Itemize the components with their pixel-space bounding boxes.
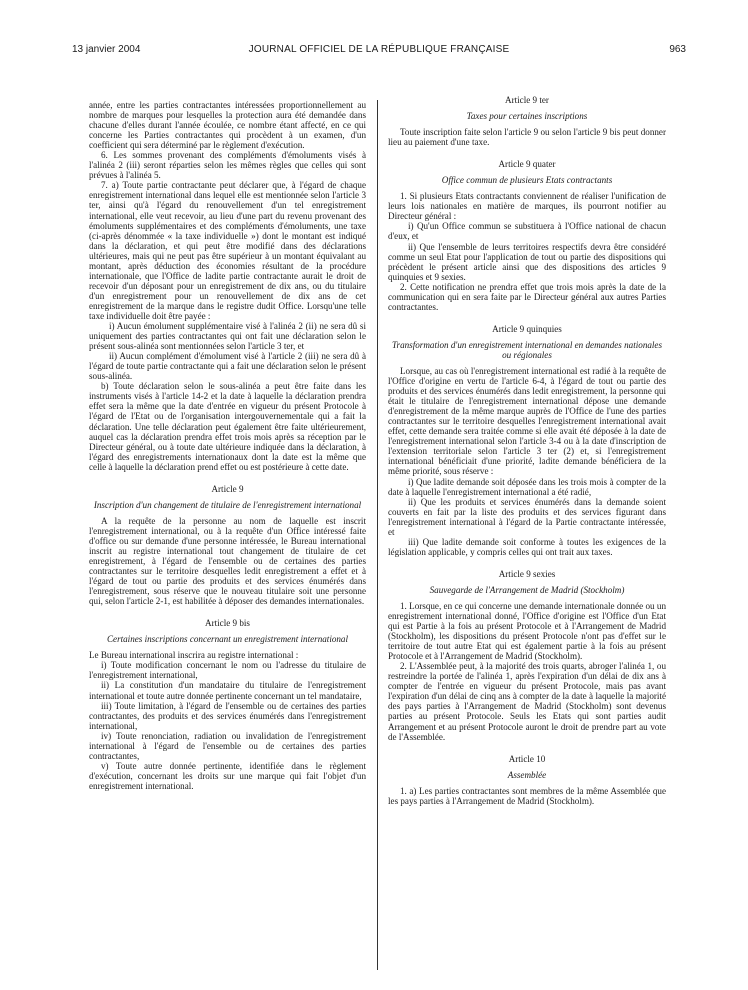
list-item: i) Que ladite demande soit déposée dans les trois mois à compter de la date à laquelle l'enregistrement international a été radié, (388, 476, 666, 497)
list-item: ii) La constitution d'un mandataire du titulaire de l'enregistrement international et toute autre donnée pertinente concernant un tel mandataire, (89, 680, 366, 701)
list-item: iii) Que ladite demande soit conforme à toutes les exigences de la législation applicable, y compris celles qui ont trait aux taxes. (388, 536, 666, 557)
article-heading: Article 10 (508, 753, 546, 764)
page-header (72, 44, 686, 58)
article-heading: Article 9 bis (205, 618, 250, 629)
article-heading: Article 9 ter (505, 95, 549, 105)
paragraph: Toute inscription faite selon l'article 9 ou selon l'article 9 bis peut donner lieu au paiement d'une taxe. (388, 127, 666, 148)
paragraph: 1. a) Les parties contractantes sont membres de la même Assemblée que les pays parties à l'Arrangement de Madrid (Stockholm). (388, 785, 666, 806)
paragraph: 1. Si plusieurs Etats contractants conviennent de réaliser l'unification de leurs lois nationales en matière de marques, ils pourront notifier au Directeur général : (388, 191, 666, 222)
article-title: Transformation d'un enregistrement international en demandes nationales ou régionales (391, 339, 663, 360)
list-item: ii) Que l'ensemble de leurs territoires respectifs devra être considéré comme un seul Etat pour l'application de tout ou partie des dispositions qui précèdent le présent article ainsi que des dispositions des articles 9 quinquies et 9 sexies. (388, 241, 666, 282)
paragraph: Le Bureau international inscrira au registre international : (89, 650, 299, 661)
header-date: 13 janvier 2004 (72, 44, 141, 55)
article-heading: Article 9 (211, 483, 244, 494)
paragraph: 7. a) Toute partie contractante peut déclarer que, à l'égard de chaque enregistrement international dans lequel elle est mentionnée selon l'article 3 ter, ainsi qu'à l'égard du renouvellement d'un tel enregistrement international, elle veut recevoir, au lieu d'une part du revenu provenant des émoluments supplémentaires et des compléments d'émoluments, une taxe (ci-après dénommée « la taxe individuelle ») dont le montant est indiqué dans la déclaration, et qui peut être modifié dans des déclarations ultérieures, mais qui ne peut pas être supérieur à un montant équivalant au montant, après déduction des économies résultant de la procédure internationale, que l'Office de ladite partie contractante aurait le droit de recevoir d'un déposant pour un enregistrement de dix ans, ou du titulaire d'un enregistrement pour un renouvellement de dix ans de cet enregistrement de la marque dans le registre dudit Office. Lorsqu'une telle taxe individuelle doit être payée : (89, 180, 366, 321)
list-item: ii) Aucun complément d'émolument visé à l'article 2 (iii) ne sera dû à l'égard de toute partie contractante qui a fait une déclaration selon le présent sous-alinéa. (89, 351, 366, 382)
article-heading: Article 9 sexies (498, 568, 556, 579)
list-item: i) Aucun émolument supplémentaire visé à l'alinéa 2 (ii) ne sera dû si uniquement des parties contractantes qui ont fait une déclaration selon le présent sous-alinéa sont mentionnées selon l'article 3 ter, et (89, 321, 366, 352)
article-heading: Article 9 quinquies (492, 323, 562, 334)
list-item: i) Toute modification concernant le nom ou l'adresse du titulaire de l'enregistrement international, (89, 660, 366, 681)
left-column (89, 100, 366, 791)
article-title: Office commun de plusieurs Etats contractants (441, 175, 613, 186)
list-item: iii) Toute limitation, à l'égard de l'ensemble ou de certaines des parties contractantes, des produits et des services énumérés dans l'enregistrement international, (89, 700, 366, 731)
article-title: Sauvegarde de l'Arrangement de Madrid (Stockholm) (429, 584, 625, 595)
article-title: Taxes pour certaines inscriptions (466, 111, 588, 122)
list-item: v) Toute autre donnée pertinente, identifiée dans le règlement d'exécution, concernant les droits sur une marque qui fait l'objet d'un enregistrement international. (89, 760, 366, 791)
article-title: Assemblée (507, 769, 547, 780)
article-title: Certaines inscriptions concernant un enregistrement international (106, 634, 349, 645)
paragraph: Lorsque, au cas où l'enregistrement international est radié à la requête de l'Office d'origine en vertu de l'article 6-4, à l'égard de tout ou partie des produits et des services énumérés dans ledit enregistrement, la personne qui était le titulaire de l'enregistrement international dépose une demande d'enregistrement de la même marque auprès de l'Office de l'une des parties contractantes sur le territoire desquelles l'enregistrement international avait effet, cette demande sera traitée comme si elle avait été déposée à la date de l'enregistrement international selon l'article 3-4 ou à la date d'inscription de l'extension territoriale selon l'article 3 ter (2) et, si l'enregistrement international bénéficiait d'une priorité, ladite demande bénéficiera de la même priorité, sous réserve : (388, 365, 666, 477)
right-column (388, 95, 666, 806)
article-heading: Article 9 quater (498, 159, 556, 170)
list-item: i) Qu'un Office commun se substituera à l'Office national de chacun d'eux, et (388, 221, 666, 242)
column-divider (377, 100, 378, 970)
paragraph: 2. L'Assemblée peut, à la majorité des trois quarts, abroger l'alinéa 1, ou restreindre la portée de l'alinéa 1, après l'expiration d'un délai de dix ans à compter de l'entrée en vigueur du présent Protocole, mais pas avant l'expiration d'un délai de cinq ans à compter de la date à laquelle la majorité des pays parties à l'Arrangement de Madrid (Stockholm) sont devenus parties au présent Protocole. Seuls les Etats qui sont parties audit Arrangement et au présent Protocole auront le droit de prendre part au vote de l'Assemblée. (388, 661, 666, 742)
header-title: JOURNAL OFFICIEL DE LA RÉPUBLIQUE FRANÇAISE (248, 44, 510, 55)
paragraph: 6. Les sommes provenant des compléments d'émoluments visés à l'alinéa 2 (iii) seront réparties selon les mêmes règles que celles qui sont prévues à l'alinéa 5. (89, 150, 366, 181)
article-title: Inscription d'un changement de titulaire de l'enregistrement international (93, 499, 362, 510)
paragraph: 2. Cette notification ne prendra effet que trois mois après la date de la communication qui en sera faite par le Directeur général aux autres Parties contractantes. (388, 281, 666, 312)
paragraph: année, entre les parties contractantes intéressées proportionnellement au nombre de marques pour lesquelles la protection aura été demandée dans chacune d'elles durant l'année écoulée, ce nombre étant affecté, en ce qui concerne les Parties contractantes qui procèdent à un examen, d'un coefficient qui sera déterminé par le règlement d'exécution. (89, 100, 366, 151)
paragraph: 1. Lorsque, en ce qui concerne une demande internationale donnée ou un enregistrement international donné, l'Office d'origine est l'Office d'un Etat qui est Partie à la fois au présent Protocole et à l'Arrangement de Madrid (Stockholm), les dispositions du présent Protocole n'ont pas d'effet sur le territoire de tout autre Etat qui est également partie à la fois au présent Protocole et à l'Arrangement de Madrid (Stockholm). (388, 600, 666, 662)
paragraph: A la requête de la personne au nom de laquelle est inscrit l'enregistrement international, ou à la requête d'un Office intéressé faite d'office ou sur demande d'une personne intéressée, le Bureau international inscrit au registre international tout changement de titulaire de cet enregistrement, à l'égard de l'ensemble ou de certaines des parties contractantes sur le territoire desquelles ledit enregistrement a effet et à l'égard de tout ou partie des produits et des services énumérés dans l'enregistrement, sous réserve que le nouveau titulaire soit une personne qui, selon l'article 2-1, est habilitée à déposer des demandes internationales. (89, 515, 366, 607)
paragraph: b) Toute déclaration selon le sous-alinéa a peut être faite dans les instruments visés à l'article 14-2 et la date à laquelle la déclaration prendra effet sera la même que la date d'entrée en vigueur du présent Protocole à l'égard de l'Etat ou de l'organisation intergouvernementale qui a fait la déclaration. Une telle déclaration peut également être faite ultérieurement, auquel cas la déclaration prendra effet trois mois après sa réception par le Directeur général, ou à toute date ultérieure indiquée dans la déclaration, à l'égard des enregistrements internationaux dont la date est la même que celle à laquelle la déclaration prend effet ou est postérieure à cette date. (89, 381, 366, 472)
list-item: iv) Toute renonciation, radiation ou invalidation de l'enregistrement international à l'égard de l'ensemble ou de certaines des parties contractantes, (89, 730, 366, 761)
page-number: 963 (669, 44, 686, 55)
list-item: ii) Que les produits et services énumérés dans la demande soient couverts en fait par la liste des produits et des services figurant dans l'enregistrement international à l'égard de la Partie contractante intéressée, et (388, 496, 666, 537)
